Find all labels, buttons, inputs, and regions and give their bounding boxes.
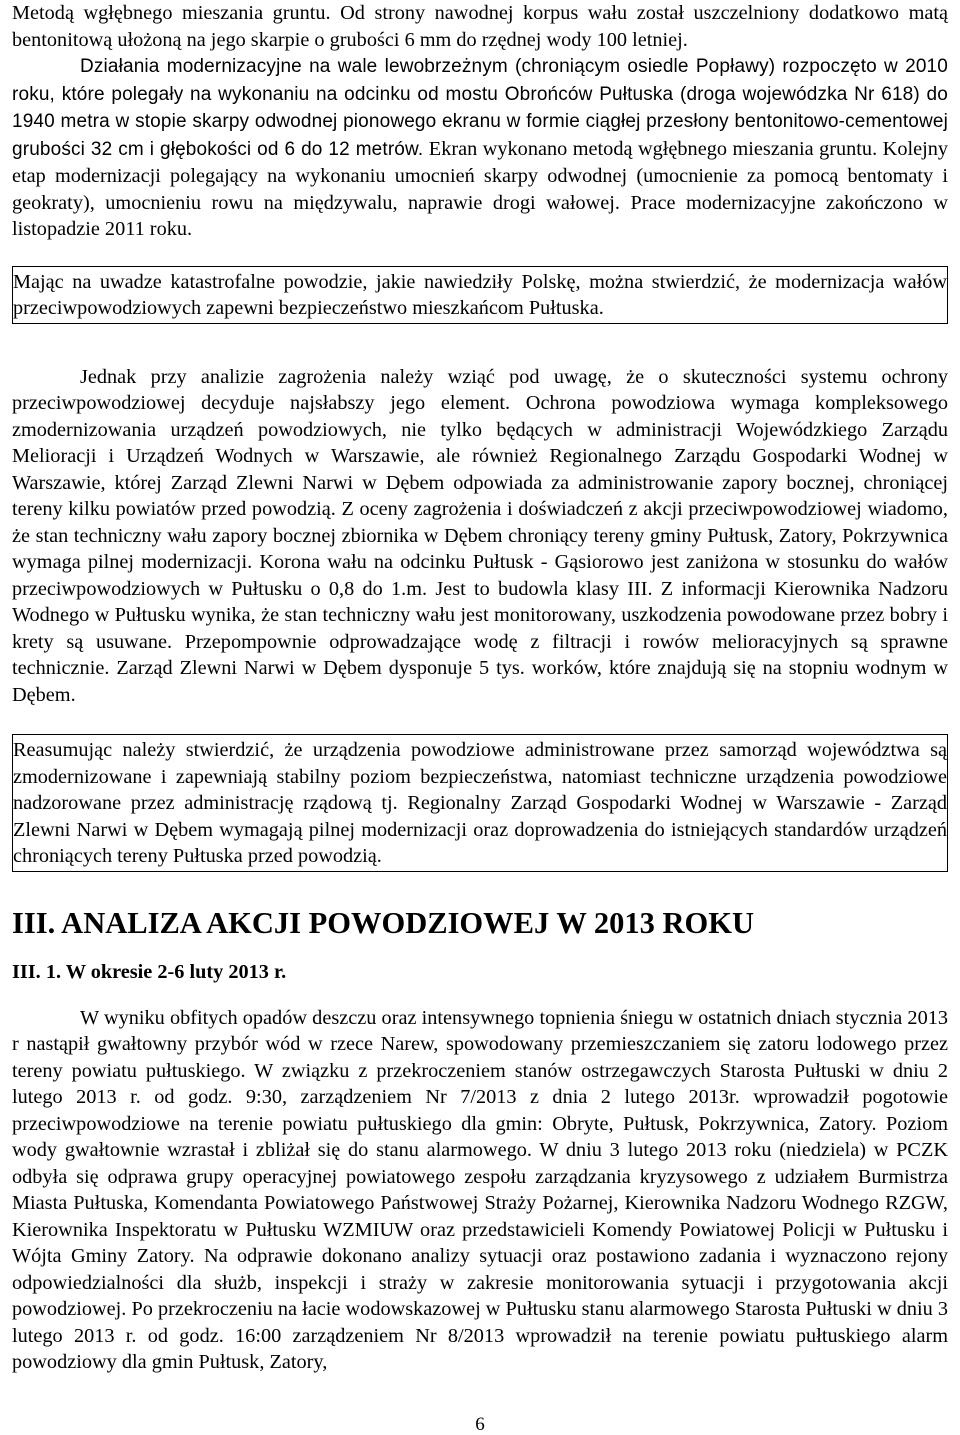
document-page bbox=[12, 0, 948, 1376]
paragraph-top-line: Metodą wgłębnego mieszania gruntu. Od strony nawodnej korpus wału został uszczelniony dodatkowo matą bentonitową ułożoną na jego skarpie o grubości 6 mm do rzędnej wody 100 letniej. bbox=[12, 2, 948, 51]
paragraph-modernization-sans-text: Działania modernizacyjne na wale lewobrzeżnym (chroniącym osiedle Popławy) rozpoczęto w 2010 roku, które polegały na wykonaniu na odcinku od mostu Obrońców Pułtuska (droga wojewódzka Nr 618) do 1940 metra w stopie skarpy odwodnej pionowego ekranu w formie ciągłej przesłony bentonitowo-cementowej grubości 32 cm i głębokości od 6 do 12 metrów. bbox=[12, 56, 948, 160]
page-number: 6 bbox=[475, 1414, 485, 1435]
paragraph-threat-analysis: Jednak przy analizie zagrożenia należy wziąć pod uwagę, że o skuteczności systemu ochrony przeciwpowodziowej decyduje najsłabszy jego element. Ochrona powodziowa wymaga kompleksowego zmodernizowania urządzeń powodziowych, nie tylko będących w administracji Wojewódzkiego Zarządu Melioracji i Urządzeń Wodnych w Warszawie, ale również Regionalnego Zarządu Gospodarki Wodnej w Warszawie, której Zarząd Zlewni Narwi w Dębem odpowiada za administrowanie zapory bocznej, chroniącej tereny kilku powiatów przed powodzią. Z oceny zagrożenia i doświadczeń z akcji przeciwpowodziowej wiadomo, że stan techniczny wału zapory bocznej zbiornika w Dębem chroniący tereny gminy Pułtusk, Zatory, Pokrzywnica wymaga pilnej modernizacji. Korona wału na odcinku Pułtusk - Gąsiorowo jest zaniżona w stosunku do wałów przeciwpowodziowych w Pułtusku o 0,8 do 1.m. Jest to budowla klasy III. Z informacji Kierownika Nadzoru Wodnego w Pułtusku wynika, że stan techniczny wału jest monitorowany, uszkodzenia powodowane przez bobry i krety są usuwane. Przepompownie odprowadzające wodę z filtracji i rowów melioracyjnych są sprawne technicznie. Zarząd Zlewni Narwi w Dębem dysponuje 5 tys. worków, które znajdują się na stopniu wodnym w Dębem. bbox=[12, 365, 948, 706]
sub-heading: III. 1. W okresie 2-6 luty 2013 r. bbox=[12, 960, 287, 983]
paragraph-modernization bbox=[12, 53, 948, 243]
boxed-conclusion-paragraph: Mając na uwadze katastrofalne powodzie, jakie nawiedziły Polskę, można stwierdzić, że modernizacja wałów przeciwpowodziowych zapewni bezpieczeństwo mieszkańcom Pułtuska. bbox=[12, 266, 948, 324]
boxed-summary-paragraph: Reasumując należy stwierdzić, że urządzenia powodziowe administrowane przez samorząd województwa są zmodernizowane i zapewniają stabilny poziom bezpieczeństwa, natomiast techniczne urządzenia powodziowe nadzorowane przez administrację rządową tj. Regionalny Zarząd Gospodarki Wodnej w Warszawie - Zarząd Zlewni Narwi w Dębem wymagają pilnej modernizacji oraz doprowadzenia do istniejących standardów urządzeń chroniących tereny Pułtuska przed powodzią. bbox=[12, 734, 948, 872]
paragraph-flood-action: W wyniku obfitych opadów deszczu oraz intensywnego topnienia śniegu w ostatnich dniach stycznia 2013 r nastąpił gwałtowny przybór wód w rzece Narew, spowodowany przemieszczaniem się zatoru lodowego przez tereny powiatu pułtuskiego. W związku z przekroczeniem stanów ostrzegawczych Starosta Pułtuski w dniu 2 lutego 2013 r. od godz. 9:30, zarządzeniem Nr 7/2013 z dnia 2 lutego 2013r. wprowadził pogotowie przeciwpowodziowe na terenie powiatu pułtuskiego dla gmin: Obryte, Pułtusk, Pokrzywnica, Zatory. Poziom wody gwałtownie wzrastał i zbliżał się do stanu alarmowego. W dniu 3 lutego 2013 roku (niedziela) w PCZK odbyła się odprawa grupy operacyjnej powiatowego zespołu zarządzania kryzysowego z udziałem Burmistrza Miasta Pułtuska, Komendanta Powiatowego Państwowej Straży Pożarnej, Kierownika Nadzoru Wodnego RZGW, Kierownika Inspektoratu w Pułtusku WZMIUW oraz przedstawicieli Komendy Powiatowej Policji w Pułtusku i Wójta Gminy Zatory. Na odprawie dokonano analizy sytuacji oraz postawiono zadania i wyznaczono rejony odpowiedzialności dla służb, inspekcji i straży w zakresie monitorowania sytuacji i przygotowania akcji powodziowej. Po przekroczeniu na łacie wodowskazowej w Pułtusku stanu alarmowego Starosta Pułtuski w dniu 3 lutego 2013 r. od godz. 16:00 zarządzeniem Nr 8/2013 wprowadził na terenie powiatu pułtuskiego alarm powodziowy dla gmin Pułtusk, Zatory, bbox=[12, 1006, 948, 1373]
paragraph-modernization-serif-text: Ekran wykonano metodą wgłębnego mieszania gruntu. Kolejny etap modernizacji polegający na wykonaniu umocnień skarpy odwodnej (umocnienie za pomocą bentomaty i geokraty), umocnieniu rowu na międzywalu, naprawie drogi wałowej. Prace modernizacyjne zakończono w listopadzie 2011 roku. bbox=[12, 137, 949, 240]
section-heading: III. ANALIZA AKCJI POWODZIOWEJ W 2013 ROKU bbox=[12, 905, 755, 940]
